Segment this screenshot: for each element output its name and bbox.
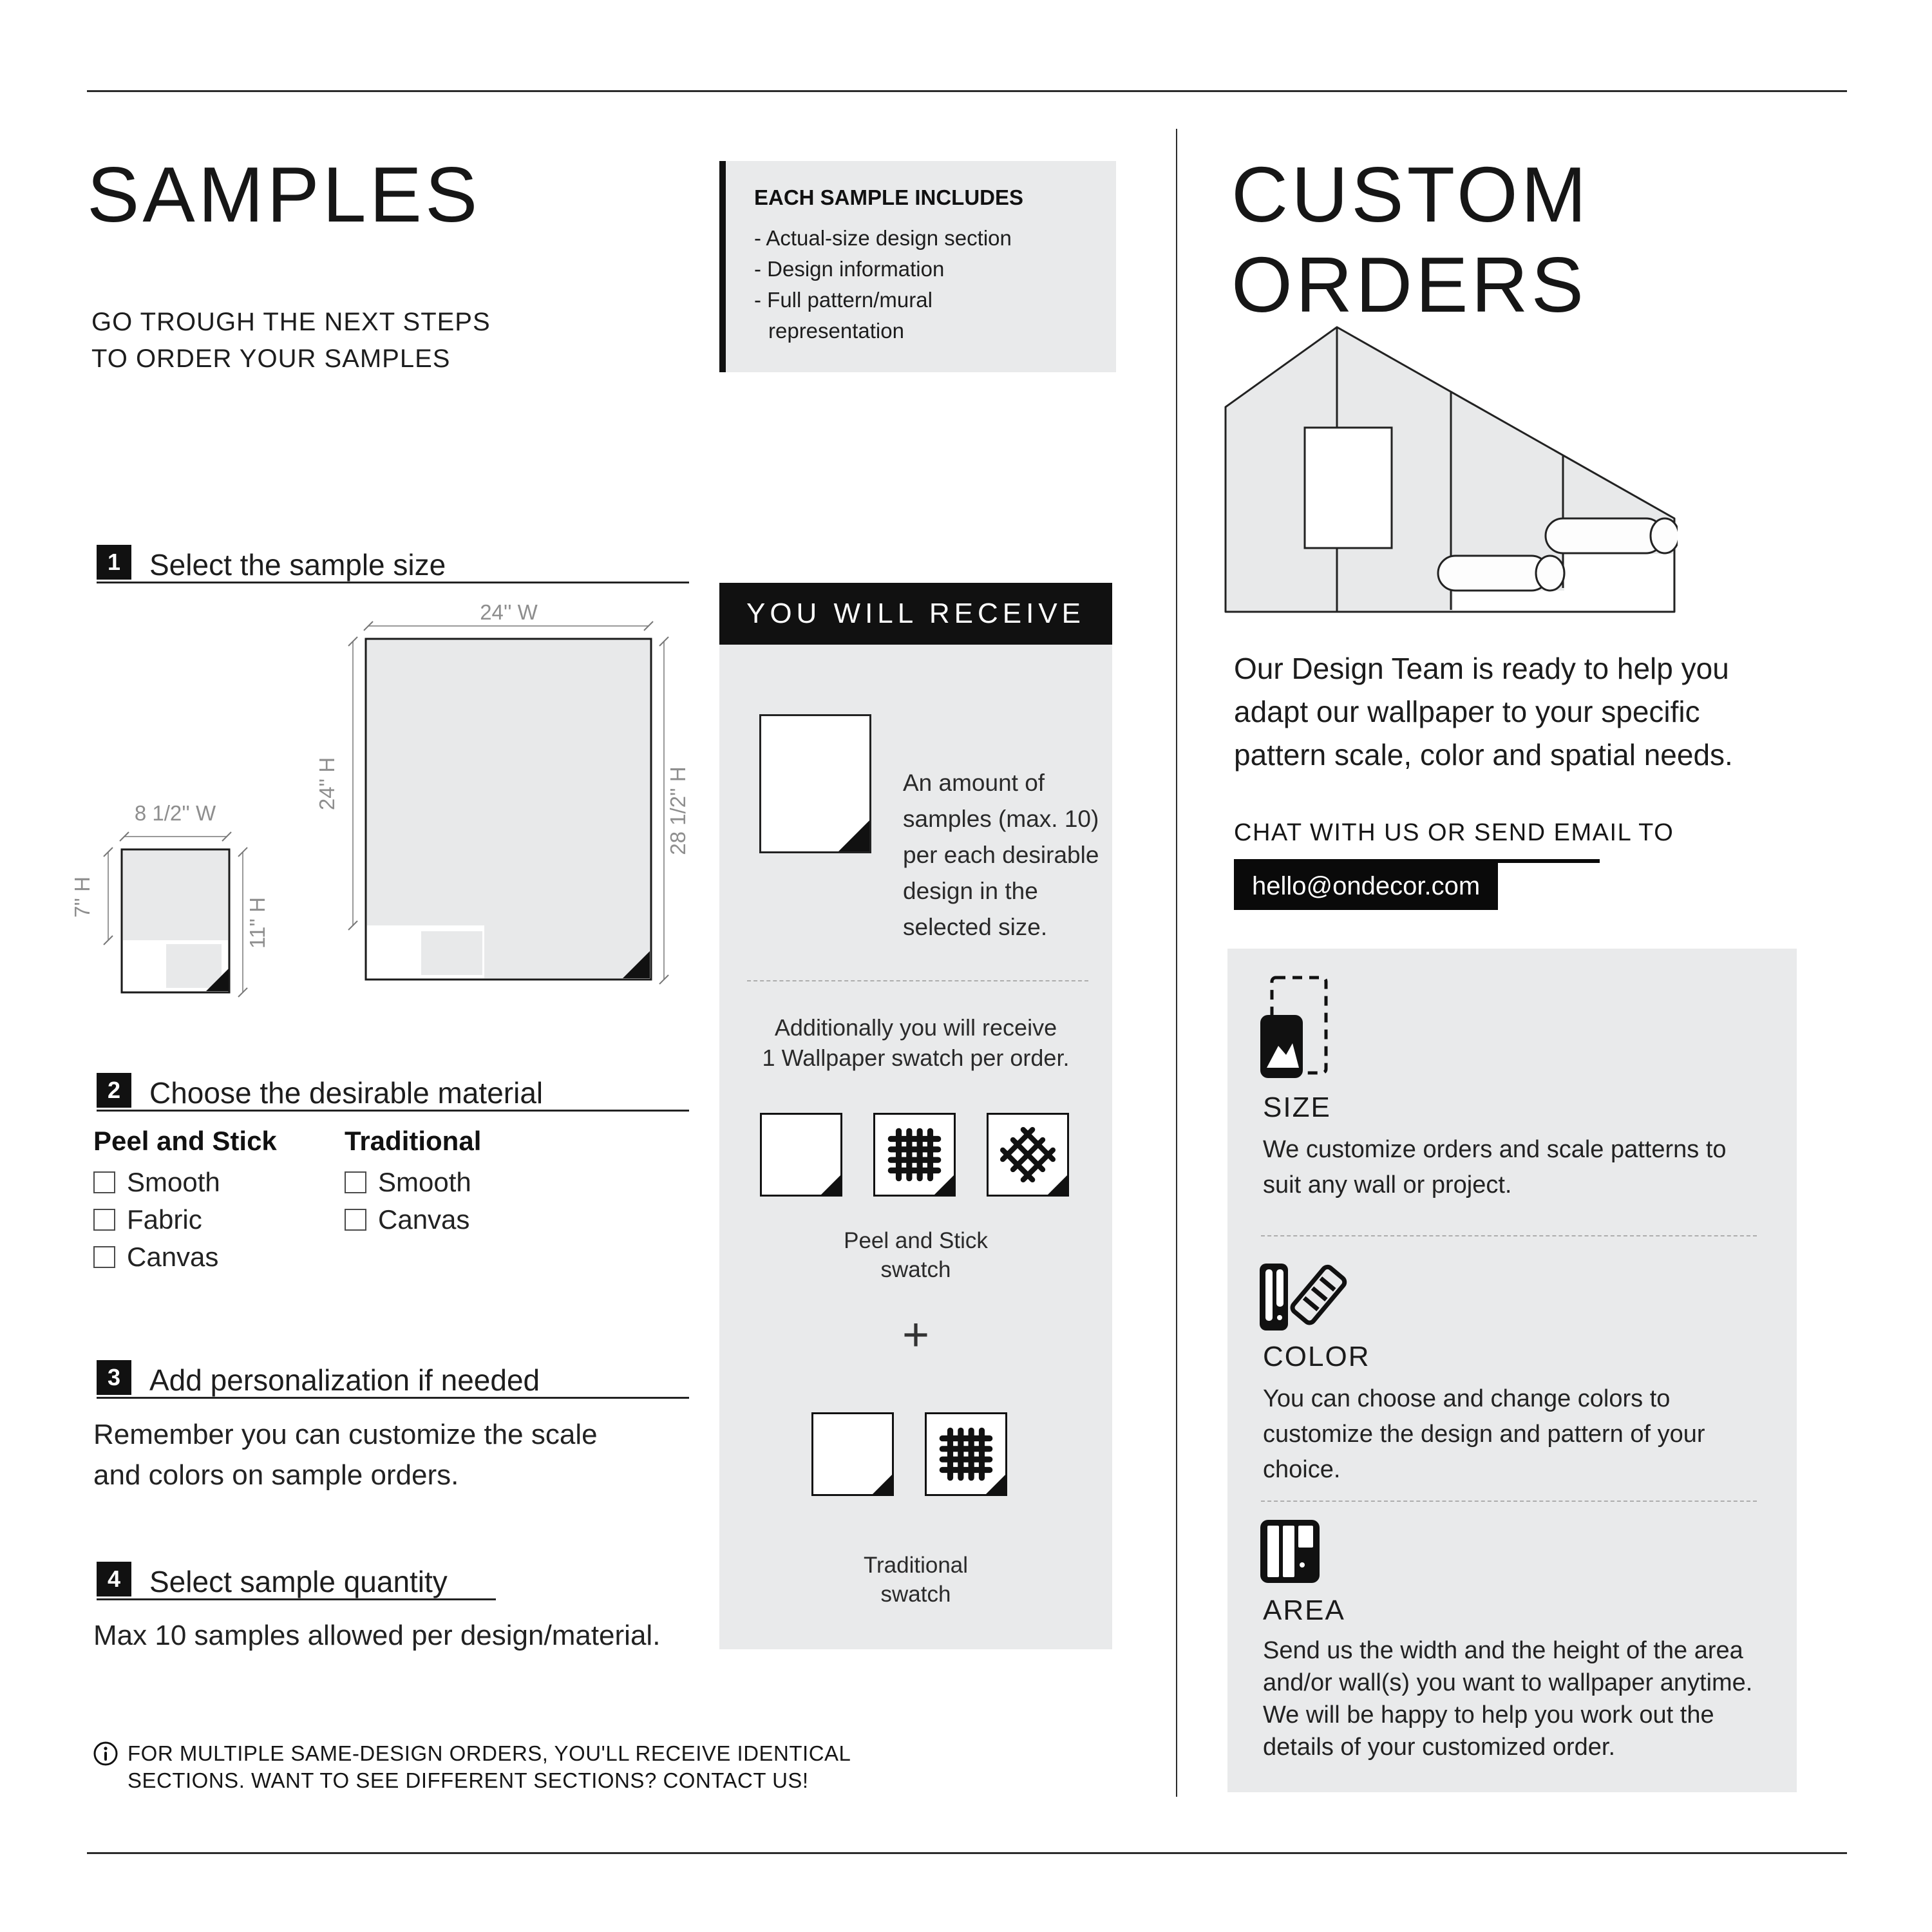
color-title: COLOR — [1263, 1341, 1370, 1372]
additional-line2: 1 Wallpaper swatch per order. — [762, 1045, 1070, 1071]
step2-label: Choose the desirable material — [149, 1076, 544, 1110]
step4-body: Max 10 samples allowed per design/material. — [93, 1620, 661, 1651]
size-icon — [1259, 974, 1330, 1083]
house-wall-icon — [1220, 321, 1678, 617]
checkbox[interactable] — [93, 1209, 115, 1231]
includes-item-cont: representation — [768, 319, 904, 343]
step4-rule — [97, 1598, 496, 1600]
option-label: Canvas — [127, 1242, 219, 1272]
design-team-text — [1234, 647, 1733, 777]
peel-swatch-label — [719, 1226, 1112, 1284]
large-sample-diagram — [348, 599, 683, 1011]
step3-body-line2: and colors on sample orders. — [93, 1459, 459, 1491]
samples-subtitle — [91, 304, 491, 377]
option-label: Smooth — [378, 1167, 471, 1197]
traditional-swatch-label-line2: swatch — [880, 1582, 951, 1607]
receive-divider — [747, 980, 1088, 981]
step3-number: 3 — [97, 1360, 131, 1395]
sample-sheet-icon — [759, 714, 871, 853]
fold-icon — [934, 1175, 954, 1195]
crosshatch-swatch-icon — [987, 1113, 1069, 1197]
peel-swatch-label-line2: swatch — [880, 1257, 951, 1282]
grid-swatch-icon — [925, 1412, 1007, 1496]
peel-option-canvas[interactable] — [93, 1242, 218, 1273]
info-icon — [92, 1740, 119, 1767]
checkbox[interactable] — [345, 1171, 366, 1193]
color-icon — [1257, 1261, 1354, 1333]
step3-label: Add personalization if needed — [149, 1363, 540, 1397]
samples-subtitle-line1: GO TROUGH THE NEXT STEPS — [91, 308, 491, 336]
bottom-rule — [87, 1852, 1847, 1854]
step3-body — [93, 1414, 598, 1495]
design-team-line1: Our Design Team is ready to help you — [1234, 652, 1729, 685]
option-label: Fabric — [127, 1204, 202, 1235]
page-fold-icon — [838, 820, 869, 851]
design-team-line3: pattern scale, color and spatial needs. — [1234, 738, 1733, 772]
column-divider — [1176, 129, 1177, 1797]
blank-swatch-icon — [760, 1113, 842, 1197]
panel-divider — [1261, 1235, 1757, 1236]
traditional-swatch-label — [719, 1551, 1112, 1609]
checkbox[interactable] — [93, 1171, 115, 1193]
includes-item: - Full pattern/mural — [754, 288, 933, 312]
traditional-option-canvas[interactable] — [345, 1204, 469, 1235]
step3-rule — [97, 1397, 689, 1399]
chat-label: CHAT WITH US OR SEND EMAIL TO — [1234, 819, 1674, 846]
receive-body: An amount of samples (max. 10) per each desirable design in the selected size. — [903, 770, 1099, 940]
fold-icon — [1048, 1175, 1067, 1195]
option-label: Smooth — [127, 1167, 220, 1197]
panel-divider — [1261, 1501, 1757, 1502]
step3-body-line1: Remember you can customize the scale — [93, 1419, 598, 1450]
option-label: Canvas — [378, 1204, 470, 1235]
color-body: You can choose and change colors to customize the design and pattern of your choice. — [1263, 1385, 1705, 1483]
blank-swatch-icon — [811, 1412, 894, 1496]
top-rule — [87, 90, 1847, 92]
small-right-height-label: 11'' H — [245, 897, 269, 949]
checkbox[interactable] — [93, 1246, 115, 1268]
fold-icon — [873, 1475, 892, 1494]
small-width-label: 8 1/2'' W — [134, 801, 216, 825]
peel-and-stick-title: Peel and Stick — [93, 1126, 277, 1156]
traditional-title: Traditional — [345, 1126, 482, 1156]
peel-swatch-label-line1: Peel and Stick — [844, 1228, 988, 1253]
includes-title: EACH SAMPLE INCLUDES — [754, 185, 1024, 209]
samples-subtitle-line2: TO ORDER YOUR SAMPLES — [91, 345, 451, 373]
large-width-label: 24'' W — [480, 600, 538, 624]
small-sample-diagram — [64, 799, 270, 1011]
area-body: Send us the width and the height of the area and/or wall(s) you want to wallpaper anytime. We will be happy to help you work out the details of your customized order. — [1263, 1637, 1753, 1761]
fold-icon — [821, 1175, 840, 1195]
additional-text — [719, 1012, 1112, 1073]
traditional-option-smooth[interactable] — [345, 1167, 471, 1198]
traditional-swatch-label-line1: Traditional — [863, 1553, 969, 1578]
area-title: AREA — [1263, 1595, 1345, 1626]
note-line2: SECTIONS. WANT TO SEE DIFFERENT SECTIONS? CONTACT US! — [128, 1768, 809, 1792]
size-body: We customize orders and scale patterns to suit any wall or project. — [1263, 1136, 1727, 1198]
each-sample-includes-box — [719, 161, 1116, 372]
step1-rule — [97, 582, 689, 583]
step1-number: 1 — [97, 545, 131, 580]
email-badge[interactable]: hello@ondecor.com — [1234, 863, 1498, 910]
custom-orders-title: CUSTOM ORDERS — [1231, 151, 1590, 328]
step2-rule — [97, 1110, 689, 1112]
grid-swatch-icon — [873, 1113, 956, 1197]
step1-label: Select the sample size — [149, 548, 446, 582]
plus-icon: + — [902, 1309, 930, 1361]
same-design-note — [128, 1740, 851, 1794]
includes-item: - Design information — [754, 257, 945, 281]
area-icon — [1259, 1519, 1323, 1586]
fold-icon — [986, 1475, 1005, 1494]
you-will-receive-header: YOU WILL RECEIVE — [719, 583, 1112, 645]
includes-item: - Actual-size design section — [754, 226, 1012, 250]
small-left-height-label: 7'' H — [70, 876, 94, 918]
size-title: SIZE — [1263, 1092, 1331, 1123]
step4-number: 4 — [97, 1562, 131, 1596]
additional-line1: Additionally you will receive — [774, 1014, 1057, 1041]
checkbox[interactable] — [345, 1209, 366, 1231]
note-line1: FOR MULTIPLE SAME-DESIGN ORDERS, YOU'LL RECEIVE IDENTICAL — [128, 1741, 851, 1765]
large-left-height-label: 24'' H — [315, 757, 339, 811]
peel-option-smooth[interactable] — [93, 1167, 220, 1198]
step4-label: Select sample quantity — [149, 1565, 448, 1598]
samples-title: SAMPLES — [87, 151, 481, 238]
peel-option-fabric[interactable] — [93, 1204, 202, 1235]
step2-number: 2 — [97, 1073, 131, 1108]
design-team-line2: adapt our wallpaper to your specific — [1234, 695, 1700, 728]
large-right-height-label: 28 1/2'' H — [666, 766, 690, 855]
